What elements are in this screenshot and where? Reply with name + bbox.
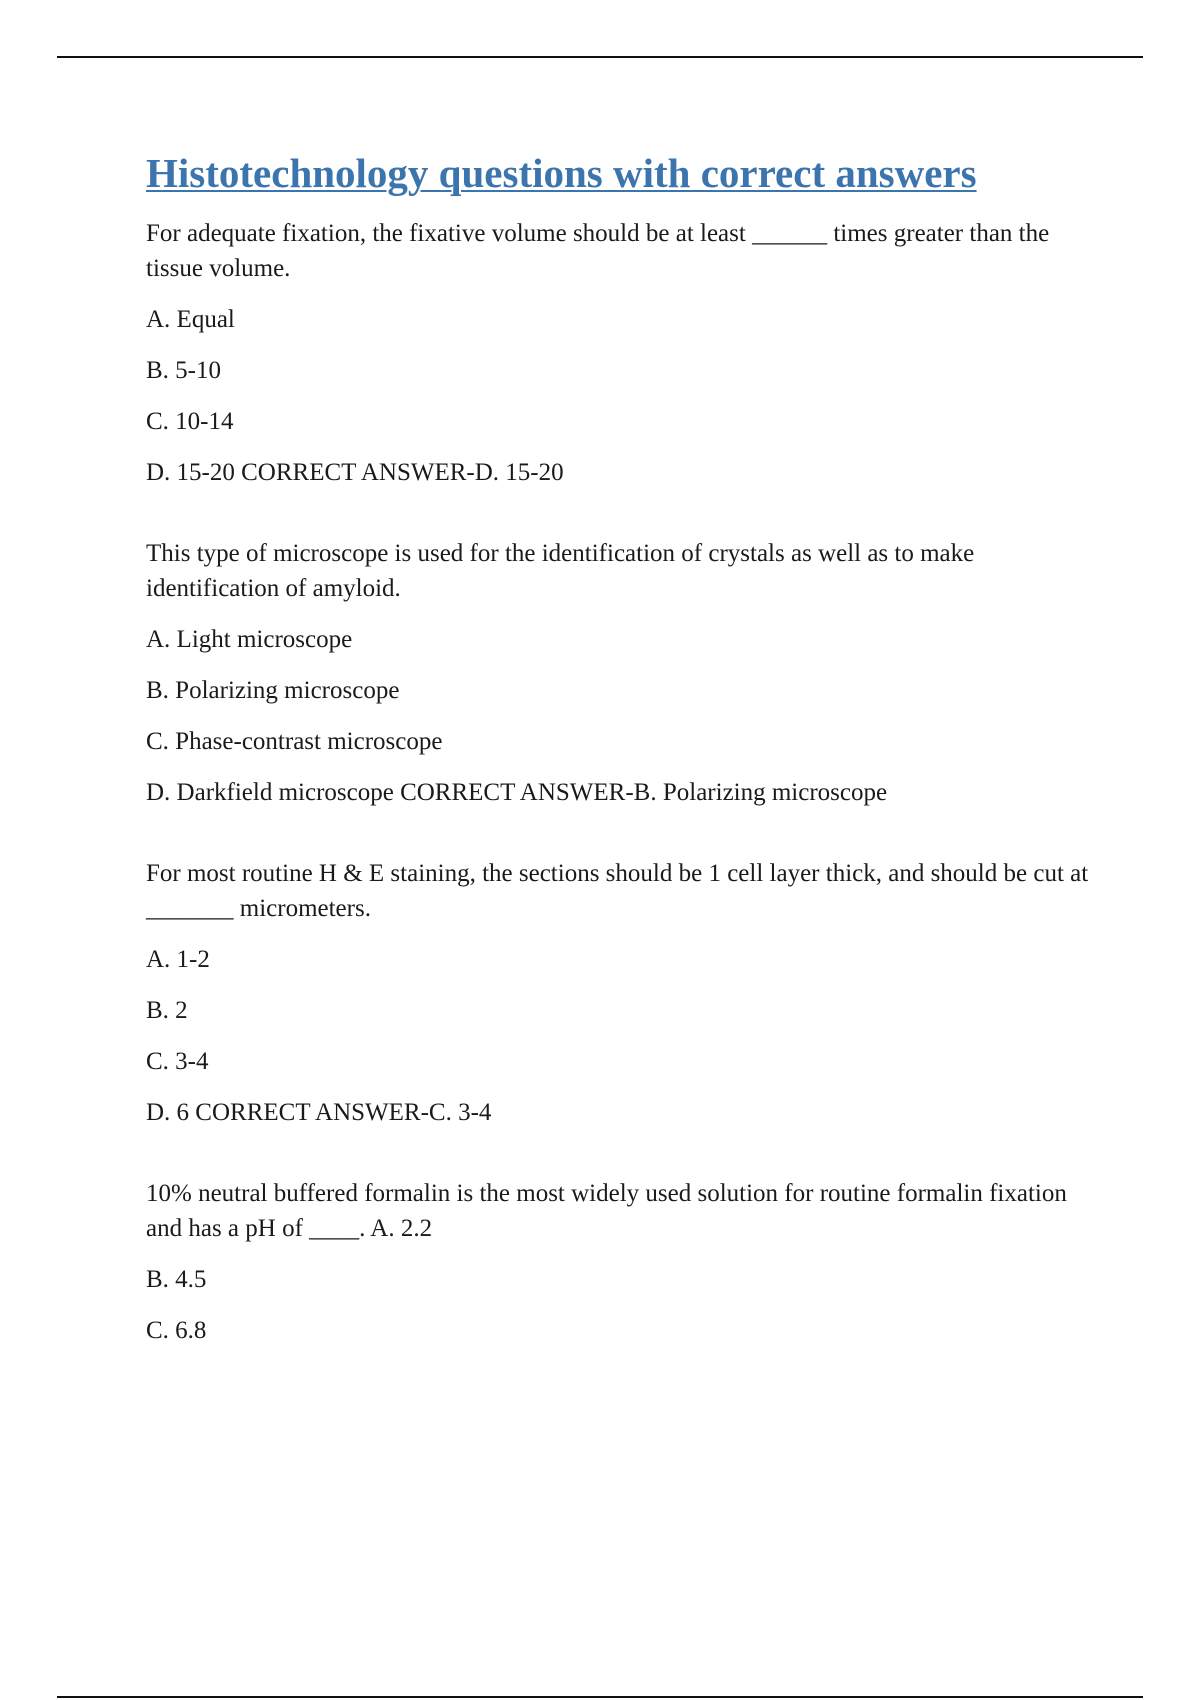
document-title: Histotechnology questions with correct answers: [146, 150, 977, 196]
question-3-option-d-answer: D. 6 CORRECT ANSWER-C. 3-4: [146, 1099, 492, 1126]
question-3-option-c: C. 3-4: [146, 1048, 209, 1075]
question-1-option-c: C. 10-14: [146, 408, 234, 435]
question-2: [146, 536, 1096, 810]
question-2-text: This type of microscope is used for the identification of crystals as well as to make identification of amyloid.: [146, 540, 975, 602]
question-4-option-b: B. 4.5: [146, 1266, 207, 1293]
question-1-option-b: B. 5-10: [146, 357, 221, 384]
question-3: [146, 856, 1096, 1130]
question-1: [146, 216, 1096, 490]
question-2-option-a: A. Light microscope: [146, 626, 353, 653]
question-3-option-a: A. 1-2: [146, 946, 210, 973]
question-4: [146, 1176, 1096, 1348]
question-2-option-c: C. Phase-contrast microscope: [146, 728, 443, 755]
question-3-option-b: B. 2: [146, 997, 188, 1024]
question-2-option-d-answer: D. Darkfield microscope CORRECT ANSWER-B. Polarizing microscope: [146, 779, 888, 806]
document-body: [146, 150, 1096, 1394]
header-rule: [57, 56, 1143, 58]
question-3-text: For most routine H & E staining, the sections should be 1 cell layer thick, and should be cut at _______ micrometers.: [146, 860, 1089, 922]
question-4-option-c: C. 6.8: [146, 1317, 207, 1344]
question-1-option-d-answer: D. 15-20 CORRECT ANSWER-D. 15-20: [146, 459, 564, 486]
question-4-text: 10% neutral buffered formalin is the most widely used solution for routine formalin fixation and has a pH of ____. A. 2.2: [146, 1180, 1067, 1242]
question-1-option-a: A. Equal: [146, 306, 235, 333]
question-2-option-b: B. Polarizing microscope: [146, 677, 400, 704]
footer-rule: [57, 1696, 1143, 1698]
question-1-text: For adequate fixation, the fixative volume should be at least ______ times greater than the tissue volume.: [146, 220, 1050, 282]
